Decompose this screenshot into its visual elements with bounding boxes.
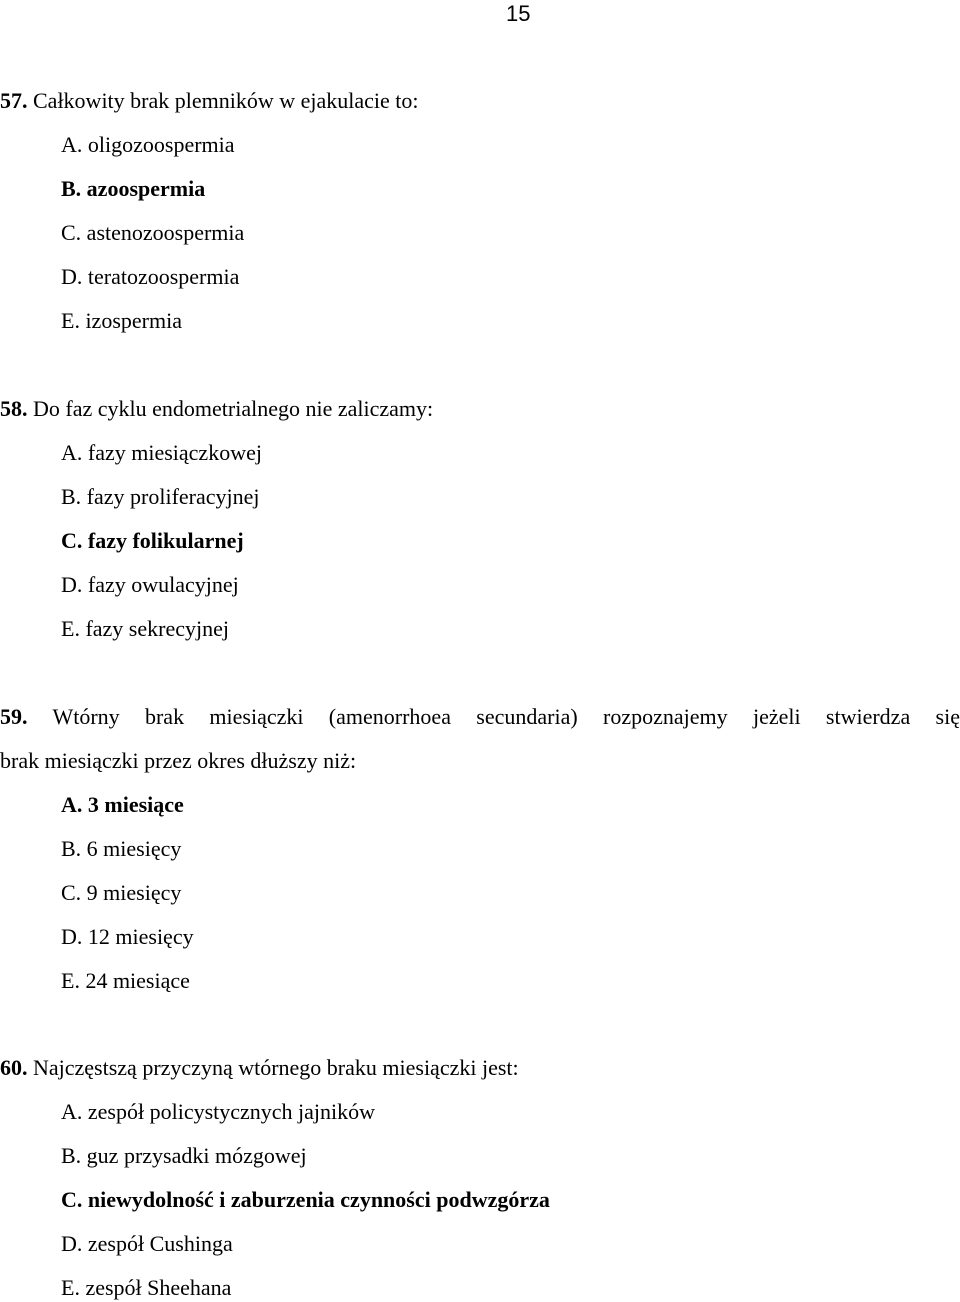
answer-option-correct: A. 3 miesiące	[61, 792, 184, 817]
answer-option: D. zespół Cushinga	[61, 1231, 233, 1256]
question-number: 60.	[0, 1055, 28, 1080]
answer-option: E. fazy sekrecyjnej	[61, 616, 229, 641]
question-text: Całkowity brak plemników w ejakulacie to:	[27, 88, 419, 113]
answer-option: A. fazy miesiączkowej	[61, 440, 262, 465]
question-text: Najczęstszą przyczyną wtórnego braku miesiączki jest:	[27, 1055, 519, 1080]
answer-option-correct: C. fazy folikularnej	[61, 528, 244, 553]
answer-option: D. teratozoospermia	[61, 264, 240, 289]
question-number: 58.	[0, 396, 28, 421]
answer-option: B. guz przysadki mózgowej	[61, 1143, 307, 1168]
question-text-continued: brak miesiączki przez okres dłuższy niż:	[0, 748, 357, 773]
answer-option: D. fazy owulacyjnej	[61, 572, 239, 597]
question-text: Do faz cyklu endometrialnego nie zaliczamy:	[27, 396, 434, 421]
answer-option: B. fazy proliferacyjnej	[61, 484, 260, 509]
answer-option: C. astenozoospermia	[61, 220, 245, 245]
answer-option: E. zespół Sheehana	[61, 1275, 232, 1300]
question-stem	[0, 395, 433, 423]
answer-option: D. 12 miesięcy	[61, 924, 194, 949]
answer-option: A. zespół policystycznych jajników	[61, 1099, 376, 1124]
answer-option: A. oligozoospermia	[61, 132, 235, 157]
page-number: 15	[506, 1, 531, 26]
answer-option: C. 9 miesięcy	[61, 880, 182, 905]
question-number: 57.	[0, 88, 28, 113]
question-stem	[0, 1054, 519, 1082]
question-stem	[0, 87, 419, 115]
question-number: 59.	[0, 704, 28, 729]
answer-option-correct: C. niewydolność i zaburzenia czynności podwzgórza	[61, 1187, 550, 1212]
answer-option: E. 24 miesiące	[61, 968, 190, 993]
answer-option: E. izospermia	[61, 308, 182, 333]
question-stem	[0, 703, 960, 731]
answer-option: B. 6 miesięcy	[61, 836, 182, 861]
question-text: Wtórny brak miesiączki (amenorrhoea secundaria) rozpoznajemy jeżeli stwierdza się	[27, 704, 960, 729]
answer-option-correct: B. azoospermia	[61, 176, 206, 201]
